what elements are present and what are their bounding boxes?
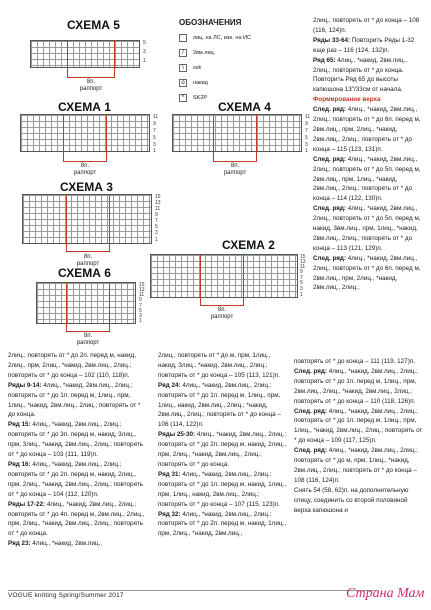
- scheme-3-title: СХЕМА 3: [60, 180, 113, 194]
- yarn-over-symbol-icon: o: [179, 79, 187, 87]
- scheme-4-rownum: 5: [305, 135, 308, 141]
- scheme-2-repeat: 8п. раппорт: [210, 307, 234, 320]
- legend-item-knit: лиц. на ЛС, изн. на ИС: [179, 32, 299, 44]
- scheme-4-rownum: 9: [305, 121, 308, 127]
- scheme-3-rownum: 5: [155, 224, 158, 230]
- instruction-paragraph: Снять 54 (58, 62)п. на дополнительную спицу, соединить со второй половиной верха капюшона и: [294, 486, 409, 514]
- legend-title: ОБОЗНАЧЕНИЯ: [179, 18, 242, 27]
- scheme-6-rownum: 5: [139, 308, 142, 314]
- scheme-6-rownum: 9: [139, 297, 142, 303]
- scheme-4-rownum: 3: [305, 142, 308, 148]
- instruction-paragraph: Ряд 65: 4лиц., *накид, 2вм.лиц., 2лиц.; повторять от * до конца. Повторить Ряд 65 до высоты капюшона 13"/33см от начала.: [313, 56, 407, 94]
- scheme-2-rownum: 15: [300, 254, 306, 260]
- scheme-5-title: СХЕМА 5: [67, 18, 120, 32]
- scheme-1-rownum: 3: [153, 142, 156, 148]
- scheme-2-rownum: 5: [300, 280, 303, 286]
- scheme-3-rownum: 7: [155, 218, 158, 224]
- scheme-6-repeat: 8п. раппорт: [76, 333, 100, 346]
- scheme-4-title: СХЕМА 4: [218, 100, 271, 114]
- scheme-5-rownum: 5: [143, 40, 146, 46]
- instructions-left: [8, 351, 145, 549]
- instruction-paragraph: Ряд 16: 4лиц., *накид, 2вм.лиц., 2лиц.; повторять от * до 2п. перед м, накид, 2лиц., прм, 2лиц., *накид, 2вм.лиц., 2лиц.; повторять от * до конца – 104 (112, 120)п.: [8, 460, 144, 498]
- instruction-paragraph: 2лиц.; повторять от * до 2п. перед м, накид, 2лиц., прм, 2лиц., *накид, 2вм.лиц., 2лиц.; повторять от * до конца – 102 (110, 118)п.: [8, 352, 136, 379]
- instruction-paragraph: Ряд 15: 4лиц., *накид, 2вм.лиц., 2лиц.; повторять от * до 3п. перед м, накид, 3лиц., прм, 3лиц., *накид, 2вм.лиц., 2лиц.; повторять от * до конца – 103 (111, 119)п.: [8, 421, 144, 459]
- instruction-paragraph: Ряды 17-22: 4лиц., *накид, 2вм.лиц., 2лиц.; повторять от * до 4п. перед м, 2вм.лиц., 2лиц., прм, 2лиц., *накид, 2вм.лиц., 2лиц.; повторять от * до конца.: [8, 500, 145, 538]
- instruction-paragraph: 2лиц.; повторять от * до конца – 108 (116, 124)п.: [313, 17, 420, 34]
- scheme-6-title: СХЕМА 6: [58, 266, 111, 280]
- instruction-paragraph: След. ряд: 4лиц., *накид, 2вм.лиц., 2лиц.; повторять от * до 5п. перед м, накид, 3вм.лиц., прм, 1лиц., *накид, 2вм.лиц., 2лиц.; повторять от * до конца – 113 (121, 129)п.: [313, 205, 421, 252]
- legend: [179, 18, 299, 107]
- scheme-2-title: СХЕМА 2: [222, 238, 275, 252]
- scheme-2-repeat-bracket: [200, 254, 244, 306]
- instruction-paragraph: След. ряд: 4лиц., *накид, 2вм.лиц., 2лиц.; повторять от * до 1п. перед м, 1лиц., прм, 2вм.лиц., 2лиц., *накид, 2вм.лиц., 2лиц.; повторять от * до конца – 110 (118, 126)п.: [294, 367, 418, 405]
- scheme-1-repeat: 8п. раппорт: [73, 163, 97, 176]
- scheme-2-rownum: 11: [300, 264, 306, 270]
- scheme-4-repeat: 8п. раппорт: [223, 163, 247, 176]
- scheme-5-rownum: 3: [143, 49, 146, 55]
- scheme-1-rownum: 7: [153, 128, 156, 134]
- sk2p-symbol-icon: ^: [179, 94, 187, 102]
- scheme-3-repeat: 8п. раппорт: [76, 254, 100, 267]
- scheme-3-rownum: 3: [155, 230, 158, 236]
- scheme-1-repeat-bracket: [63, 114, 107, 162]
- scheme-4-rownum: 11: [305, 114, 311, 120]
- instruction-paragraph: Ряд 31: 4лиц., *накид, 2вм.лиц., 2лиц.; повторять от * до 1п. перед м, накид, 1лиц., прм, 1лиц., накид, 2вм.лиц., 2лиц.; повторять от * до конца – 107 (115, 123)п.: [158, 470, 286, 508]
- scheme-3-repeat-bracket: [66, 194, 110, 252]
- scheme-3-rownum: 15: [155, 194, 161, 200]
- scheme-5-repeat: 8п. раппорт: [79, 79, 103, 92]
- watermark-logo: Страна Мам: [346, 586, 425, 601]
- instruction-paragraph: Формирование верха: [313, 96, 381, 104]
- scheme-3-rownum: 11: [155, 206, 161, 212]
- scheme-2-rownum: 13: [300, 259, 306, 265]
- legend-item-ssk: \ ssk: [179, 62, 299, 74]
- ssk-symbol-icon: \: [179, 64, 187, 72]
- scheme-1-rownum: 1: [153, 148, 156, 154]
- scheme-6-rownum: 11: [139, 292, 145, 298]
- legend-item-yo: o накид: [179, 77, 299, 89]
- instruction-paragraph: 2лиц.; повторять от * до м, прм, 1лиц., накид, 3лиц., *накид, 2вм.лиц., 2лиц.; повторять от * до конца – 105 (113, 121)п.: [158, 352, 280, 379]
- scheme-2-rownum: 9: [300, 269, 303, 275]
- scheme-6-rownum: 3: [139, 313, 142, 319]
- instruction-paragraph: След. ряд: 4лиц., *накид, 2вм.лиц., 2лиц.; повторять от * до 1п. перед м, 1лиц., прм, 1лиц., *накид, 2вм.лиц., 2лиц.; повторять от * до конца – 109 (117, 125)п.: [294, 407, 423, 445]
- instructions-right-bottom: [294, 357, 425, 516]
- instruction-paragraph: Ряд 24: 4лиц., *накид, 2вм.лиц., 2лиц.; повторять от * до 1п. перед м, 1лиц., прм, 1лиц., накид, 2вм.лиц., 2лиц.; *накид, 2вм.лиц., 2лиц.; повторять от * до конца – 106 (114, 122)п.: [158, 381, 281, 429]
- instruction-paragraph: Ряды 9-14: 4лиц., *накид, 2вм.лиц., 2лиц.; повторять от * до 1п. перед м, 1лиц., прм, 1лиц., *накид, 2вм.лиц., 2лиц.; повторять от * до конца.: [8, 381, 141, 419]
- scheme-2-rownum: 7: [300, 275, 303, 281]
- scheme-2-rownum: 3: [300, 286, 303, 292]
- instruction-paragraph: След. ряд: 4лиц., *накид, 2вм.лиц., 2лиц.; повторять от * до 5п. перед м, 2вм.лиц., прм, 1лиц., *накид, 2вм.лиц., 2лиц.; повторять от * до конца – 114 (122, 130)п.: [313, 155, 421, 203]
- knit-symbol-icon: [179, 34, 187, 42]
- footer-rule: [8, 590, 378, 591]
- scheme-5-repeat-bracket: [67, 40, 115, 78]
- instructions-middle: [158, 351, 288, 539]
- scheme-4-rownum: 7: [305, 128, 308, 134]
- instruction-paragraph: След. ряд: 4лиц., *накид, 2вм.лиц., 2лиц.; повторять от * до м, прм, 1лиц., *накид, 2вм.лиц., 2лиц.; повторять от * до конца – 108 (116, 124)п.: [294, 447, 418, 484]
- instructions-right-top: [313, 16, 425, 293]
- footer-magazine: VOGUE knitting Spring/Summer 2017: [8, 592, 124, 599]
- instruction-paragraph: Ряды 25-30: 4лиц., *накид, 2вм.лиц., 2лиц.; повторять от * до 2п. перед м, накид, 2лиц., прм, 2лиц., *накид, 2вм.лиц., 2лиц.; повторять от * до конца.: [158, 431, 286, 468]
- instruction-paragraph: Ряд 23: 4лиц., *накид, 2вм.лиц.,: [8, 540, 102, 548]
- scheme-6-rownum: 15: [139, 282, 145, 288]
- scheme-4-rownum: 1: [305, 148, 308, 154]
- scheme-1-rownum: 9: [153, 121, 156, 127]
- legend-item-sk2p: ^ SK2P: [179, 92, 299, 104]
- scheme-2-rownum: 1: [300, 292, 303, 298]
- instruction-paragraph: повторять от * до конца – 111 (119, 127)п.: [294, 358, 415, 365]
- scheme-6-repeat-bracket: [66, 282, 110, 332]
- scheme-6-rownum: 7: [139, 303, 142, 309]
- scheme-5-rownum: 1: [143, 58, 146, 64]
- scheme-1-title: СХЕМА 1: [58, 100, 111, 114]
- scheme-6-rownum: 1: [139, 318, 142, 324]
- scheme-1-rownum: 5: [153, 135, 156, 141]
- scheme-6-rownum: 13: [139, 287, 145, 293]
- instruction-paragraph: Ряд 32: 4лиц., *накид, 2вм.лиц., 2лиц.; повторять от * до 2п. перед м, накид, 1лиц., прм, 2лиц., *накид, 2вм.лиц.,: [158, 510, 286, 538]
- k2tog-symbol-icon: /: [179, 49, 187, 57]
- instruction-paragraph: Ряды 33-64: Повторить Ряды 1-32 еще раз – 116 (124, 132)п.: [313, 36, 415, 54]
- scheme-3-rownum: 1: [155, 237, 158, 243]
- scheme-1-rownum: 11: [153, 114, 159, 120]
- legend-item-k2tog: / 2вм.лиц.: [179, 47, 299, 59]
- scheme-4-repeat-bracket: [213, 114, 257, 162]
- scheme-3-rownum: 9: [155, 212, 158, 218]
- instruction-paragraph: След. ряд: 4лиц., *накид, 2вм.лиц., 2лиц.; повторять от * до 6п. перед м, 2вм.лиц., прм, 2лиц., *накид, 2вм.лиц., 2лиц.; повторять от * до конца – 115 (123, 131)п.: [313, 106, 421, 153]
- instruction-paragraph: След. ряд: 4лиц., *накид, 2вм.лиц., 2лиц.; повторять от * до 6п. перед м, 2вм.лиц., прм, 2лиц., *накид, 2вм.лиц., 2лиц.;: [313, 254, 421, 292]
- scheme-3-rownum: 13: [155, 200, 161, 206]
